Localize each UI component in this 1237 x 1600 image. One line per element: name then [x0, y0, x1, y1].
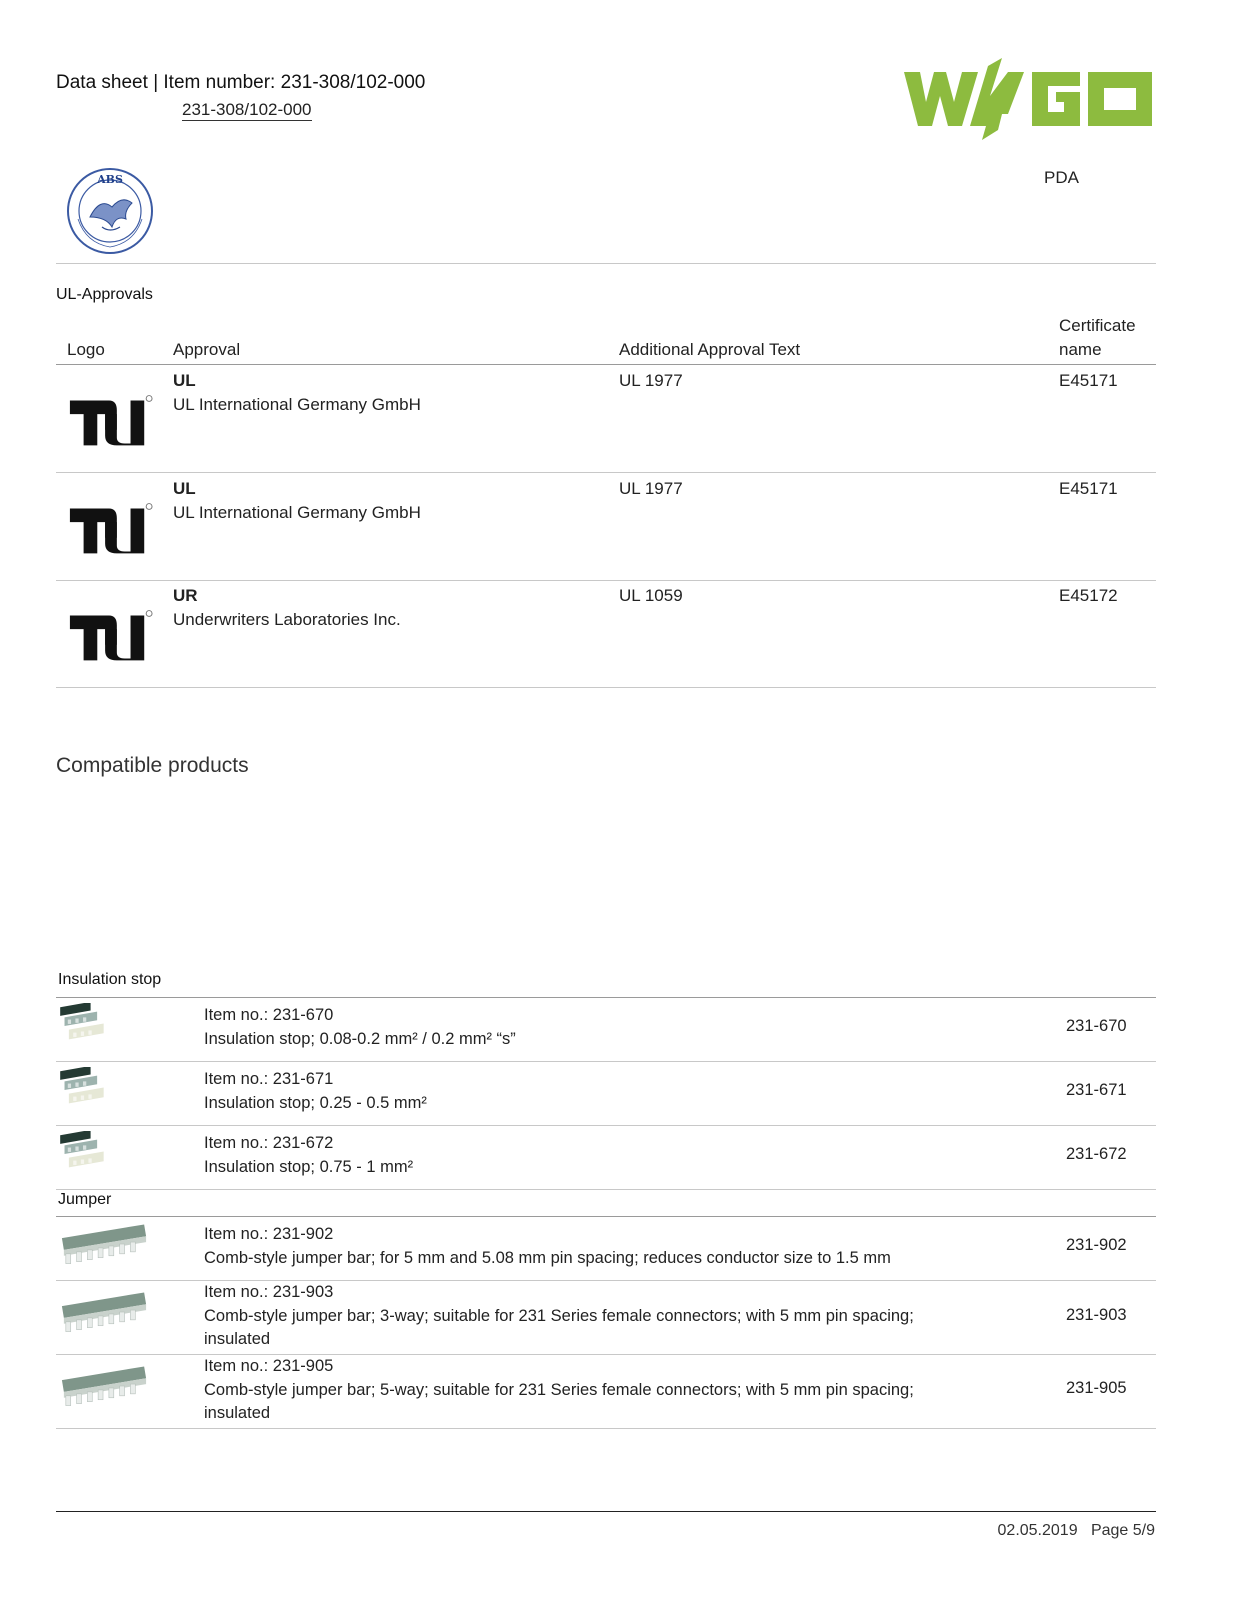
item-number: 231-308/102-000 [280, 72, 426, 93]
approval-name: UL [173, 479, 196, 498]
item-number: Item no.: 231-903 [204, 1283, 334, 1301]
item-description: Comb-style jumper bar; 3-way; suitable for 231 Series female connectors; with 5 mm pin spacing; insulated [204, 1306, 914, 1348]
item-code[interactable]: 231-671 [1066, 1081, 1127, 1099]
jumper-bar-thumb [58, 1222, 150, 1268]
approval-organization: Underwriters Laboratories Inc. [173, 610, 401, 629]
approval-organization: UL International Germany GmbH [173, 503, 421, 522]
list-item[interactable] [204, 1223, 1024, 1270]
list-item[interactable] [204, 1068, 964, 1115]
item-code[interactable]: 231-670 [1066, 1017, 1127, 1035]
additional-approval-text: UL 1977 [619, 371, 683, 390]
item-number-link[interactable]: 231-308/102-000 [182, 100, 312, 119]
list-divider [56, 1428, 1156, 1429]
item-number: Item no.: 231-905 [204, 1357, 334, 1375]
document-title [56, 72, 425, 94]
ul-recognized-icon [66, 499, 154, 557]
item-description: Insulation stop; 0.75 - 1 mm² [204, 1157, 414, 1176]
col-header-additional: Additional Approval Text [619, 340, 801, 359]
insulation-stop-thumb [58, 1003, 108, 1047]
ul-approvals-title: UL-Approvals [56, 286, 153, 303]
group-divider [56, 997, 1156, 998]
divider [56, 263, 1156, 264]
list-item[interactable] [204, 1132, 964, 1179]
jumper-bar-thumb [58, 1364, 150, 1410]
list-divider [56, 1189, 1156, 1190]
item-code[interactable]: 231-905 [1066, 1379, 1127, 1397]
additional-approval-text: UL 1977 [619, 479, 683, 498]
wago-logo-text: WAGO [904, 56, 908, 57]
svg-text:ABS: ABS [97, 173, 123, 186]
item-description: Insulation stop; 0.25 - 0.5 mm² [204, 1093, 427, 1112]
list-divider [56, 1061, 1156, 1062]
list-item[interactable] [204, 1355, 944, 1426]
col-header-certificate [1059, 314, 1136, 362]
approval-name: UL [173, 371, 196, 390]
title-separator: | [153, 72, 159, 93]
item-number: Item no.: 231-902 [204, 1225, 334, 1243]
approval-name: UR [173, 586, 198, 605]
certificate-name: E45172 [1059, 586, 1118, 605]
item-number: Item no.: 231-672 [204, 1134, 334, 1152]
item-number: Item no.: 231-670 [204, 1006, 334, 1024]
col-header-logo: Logo [67, 340, 105, 359]
col-header-approval: Approval [173, 340, 241, 359]
list-divider [56, 1125, 1156, 1126]
ul-recognized-icon [66, 606, 154, 664]
item-description: Insulation stop; 0.08-0.2 mm² / 0.2 mm² “s” [204, 1029, 516, 1048]
col-header-certificate-line2: name [1059, 340, 1102, 359]
pda-label: PDA [1044, 168, 1079, 187]
insulation-stop-thumb [58, 1131, 108, 1175]
abs-seal-icon [66, 167, 154, 255]
item-code[interactable]: 231-902 [1066, 1236, 1127, 1254]
certificate-name: E45171 [1059, 371, 1118, 390]
item-number: Item no.: 231-671 [204, 1070, 334, 1088]
table-header-divider [56, 364, 1156, 365]
doc-label: Data sheet [56, 72, 148, 93]
group-divider [56, 1216, 1156, 1217]
page-footer [998, 1522, 1155, 1540]
approval-organization: UL International Germany GmbH [173, 395, 421, 414]
compatible-products-title: Compatible products [56, 754, 249, 777]
list-item[interactable] [204, 1281, 944, 1352]
jumper-bar-thumb [58, 1290, 150, 1336]
table-row-divider [56, 580, 1156, 581]
footer-date: 02.05.2019 [997, 1522, 1078, 1539]
table-row-divider [56, 687, 1156, 688]
list-item[interactable] [204, 1004, 964, 1051]
footer-divider [56, 1511, 1156, 1512]
item-code[interactable]: 231-903 [1066, 1306, 1127, 1324]
page-number: Page 5/9 [1090, 1522, 1155, 1539]
ul-recognized-icon [66, 391, 154, 449]
additional-approval-text: UL 1059 [619, 586, 683, 605]
group-title-insulation-stop: Insulation stop [58, 971, 162, 988]
table-row-divider [56, 472, 1156, 473]
item-code[interactable]: 231-672 [1066, 1145, 1127, 1163]
wago-logo [904, 56, 1156, 142]
col-header-certificate-line1: Certificate [1059, 316, 1136, 335]
insulation-stop-thumb [58, 1067, 108, 1111]
group-title-jumper: Jumper [58, 1191, 112, 1208]
certificate-name: E45171 [1059, 479, 1118, 498]
item-description: Comb-style jumper bar; 5-way; suitable for 231 Series female connectors; with 5 mm pin spacing; insulated [204, 1380, 914, 1422]
item-description: Comb-style jumper bar; for 5 mm and 5.08 mm pin spacing; reduces conductor size to 1.5 mm [204, 1248, 891, 1267]
item-label: Item number: [163, 72, 276, 93]
